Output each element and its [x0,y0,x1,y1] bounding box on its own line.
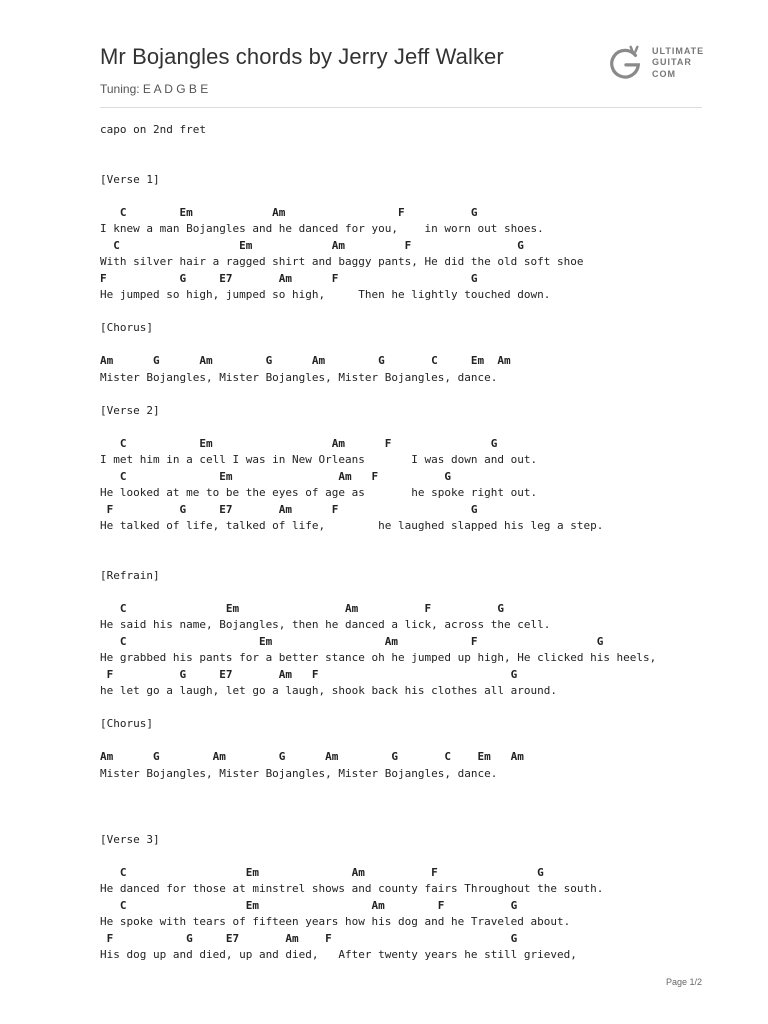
blank-line [100,700,740,717]
ug-logo-icon [606,44,644,82]
chord-line: Am G Am G Am G C Em Am [100,750,524,763]
lyric-line: [Chorus] [100,321,153,334]
lyric-line: He talked of life, talked of life, he laughed slapped his leg a step. [100,519,604,532]
chord-sheet [100,122,740,964]
chord-line: C Em Am F G [100,205,478,219]
chord-line: F G E7 Am F G [100,667,518,681]
blank-line [100,419,740,436]
chord-line: Am G Am G Am G C Em Am [100,354,511,367]
logo-wordmark [652,46,704,81]
tuning-info: Tuning: E A D G B E [100,82,209,96]
lyric-line: capo on 2nd fret [100,123,206,136]
lyric-line: he let go a laugh, let go a laugh, shook back his clothes all around. [100,684,557,697]
lyric-line: [Verse 1] [100,172,160,186]
lyric-line: [Verse 3] [100,832,160,846]
lyric-line: Mister Bojangles, Mister Bojangles, Mister Bojangles, dance. [100,766,498,780]
blank-line [100,155,740,172]
lyric-line: I knew a man Bojangles and he danced for you, in worn out shoes. [100,222,544,235]
lyric-line: I met him in a cell I was in New Orleans I was down and out. [100,453,538,466]
chord-line: C Em Am F G [100,898,518,912]
lyric-line: [Chorus] [100,717,153,730]
chord-line: C Em Am F G [100,634,604,648]
chord-line: F G E7 Am F G [100,271,478,285]
blank-line [100,386,740,403]
lyric-line: Mister Bojangles, Mister Bojangles, Mister Bojangles, dance. [100,370,498,384]
blank-line [100,848,740,865]
logo-line-3: COM [652,68,676,79]
song-title: Mr Bojangles chords by Jerry Jeff Walker [100,44,504,69]
logo-line-1: ULTIMATE [652,45,705,56]
lyric-line: [Refrain] [100,568,160,582]
blank-line [100,584,740,601]
blank-line [100,188,740,205]
chord-line: F G E7 Am F G [100,931,518,945]
header-divider [100,107,702,108]
page-number: Page 1/2 [666,977,703,987]
blank-line [100,304,740,321]
lyric-line: He jumped so high, jumped so high, Then he lightly touched down. [100,288,551,301]
chord-line: F G E7 Am F G [100,502,478,516]
blank-line [100,337,740,354]
lyric-line: With silver hair a ragged shirt and baggy pants, He did the old soft shoe [100,255,584,268]
lyric-line: He grabbed his pants for a better stance oh he jumped up high, He clicked his heels, [100,651,657,664]
blank-line [100,139,740,156]
lyric-line: His dog up and died, up and died, After twenty years he still grieved, [100,948,577,961]
lyric-line: He looked at me to be the eyes of age as he spoke right out. [100,486,538,499]
blank-line [100,551,740,568]
chord-line: C Em Am F G [100,238,524,252]
blank-line [100,535,740,552]
chord-line: C Em Am F G [100,865,544,879]
blank-line [100,799,740,816]
chord-line: C Em Am F G [100,601,504,615]
lyric-line: He said his name, Bojangles, then he danced a lick, across the cell. [100,618,551,631]
chord-line: C Em Am F G [100,469,451,483]
blank-line [100,733,740,750]
logo-line-2: GUITAR [652,57,692,68]
lyric-line: [Verse 2] [100,403,160,417]
ultimate-guitar-logo[interactable] [606,44,704,82]
chord-line: C Em Am F G [100,436,498,450]
lyric-line: He danced for those at minstrel shows and county fairs Throughout the south. [100,882,604,895]
lyric-line: He spoke with tears of fifteen years how his dog and he Traveled about. [100,915,571,928]
blank-line [100,782,740,799]
blank-line [100,815,740,832]
